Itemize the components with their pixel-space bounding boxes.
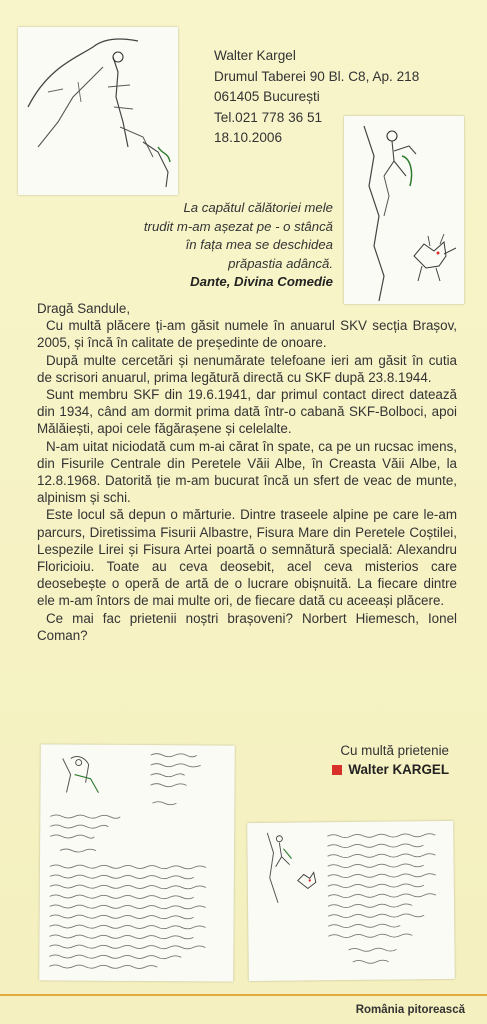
letter-paragraph: N-am uitat niciodată cum m-ai cărat în spate, ca pe un rucsac imens, din Fisurile Centrale din Peretele Văii Albe, în Creasta Văii Albe, la 12.8.1968. Datorită ție m-am bucurat încă un sfert de veac de munte, alpinism și schi.	[37, 438, 457, 506]
letter-paragraph: După multe cercetări și nenumărate telefoane ieri am găsit în cutia de scrisori anuarul, prima legătură directă cu SKF după 23.8.1944.	[37, 352, 457, 385]
red-square-marker	[332, 765, 342, 775]
quote-line-4: prăpastia adâncă.	[228, 255, 333, 271]
signature-name-row	[332, 760, 449, 779]
quote-line-1: La capătul călătoriei mele	[183, 200, 333, 215]
handwritten-page-1	[39, 744, 235, 981]
sender-street: Drumul Taberei 90 Bl. C8, Ap. 218	[214, 68, 420, 84]
letter-paragraph: Cu multă plăcere ți-am găsit numele în anuarul SKV secția Brașov, 2005, și încă în calitate de președinte de onoare.	[37, 318, 457, 351]
quote-line-3: în fața mea se deschidea	[185, 237, 333, 253]
letter-date: 18.10.2006	[214, 130, 283, 145]
quote-line-2: trudit m-am așezat pe - o stâncă	[143, 218, 333, 234]
climber-drawing	[18, 27, 178, 195]
quote-source: Dante, Divina Comedie	[190, 274, 333, 290]
dante-quote	[103, 199, 333, 292]
climber-sketch-top-left	[18, 27, 178, 195]
signature-closing: Cu multă prietenie	[340, 743, 449, 758]
handwritten-page-2	[247, 821, 455, 981]
letter-body	[37, 300, 457, 644]
climber-dragon-sketch	[344, 116, 464, 304]
letter-paragraph: Este locul să depun o mărturie. Dintre traseele alpine pe care le-am parcurs, Diretissima Fisurii Albastre, Fisura Mare din Peretele Coștilei, Lespezile Lirei și Fisura Artei poartă o semnătură specială: Alexandru Floricioiu. Toate au ceva deosebit, acel ceva misterios care deosebește o operă de artă de o lucrare obișnuită. La fiecare dintre ele m-am întors de mai multe ori, de fiecare dată cu aceeași plăcere.	[37, 507, 457, 609]
sender-city: 061405 București	[214, 89, 320, 104]
climber-dragon-drawing	[344, 116, 464, 304]
sender-phone: Tel.021 778 36 51	[214, 109, 323, 125]
sender-name: Walter Kargel	[214, 48, 296, 63]
signature-block	[332, 741, 449, 779]
letter-paragraph: Sunt membru SKF din 19.6.1941, dar primul contact direct datează din 1934, când am dormit prima dată într-o cabană SKF-Bolboci, apoi Mălăiești, apoi cele făgărașene și celelalte.	[37, 387, 457, 437]
handwritten-letter-photo-1	[39, 744, 235, 981]
signature-name: Walter KARGEL	[348, 762, 449, 777]
letter-paragraph: Ce mai fac prietenii noștri brașoveni? Norbert Hiemesch, Ionel Coman?	[37, 610, 457, 643]
handwritten-letter-photo-2	[247, 821, 455, 981]
footer-rule	[0, 994, 487, 996]
publication-name: România pitorească	[355, 1004, 465, 1016]
letter-salutation: Dragă Sandule,	[37, 301, 131, 316]
